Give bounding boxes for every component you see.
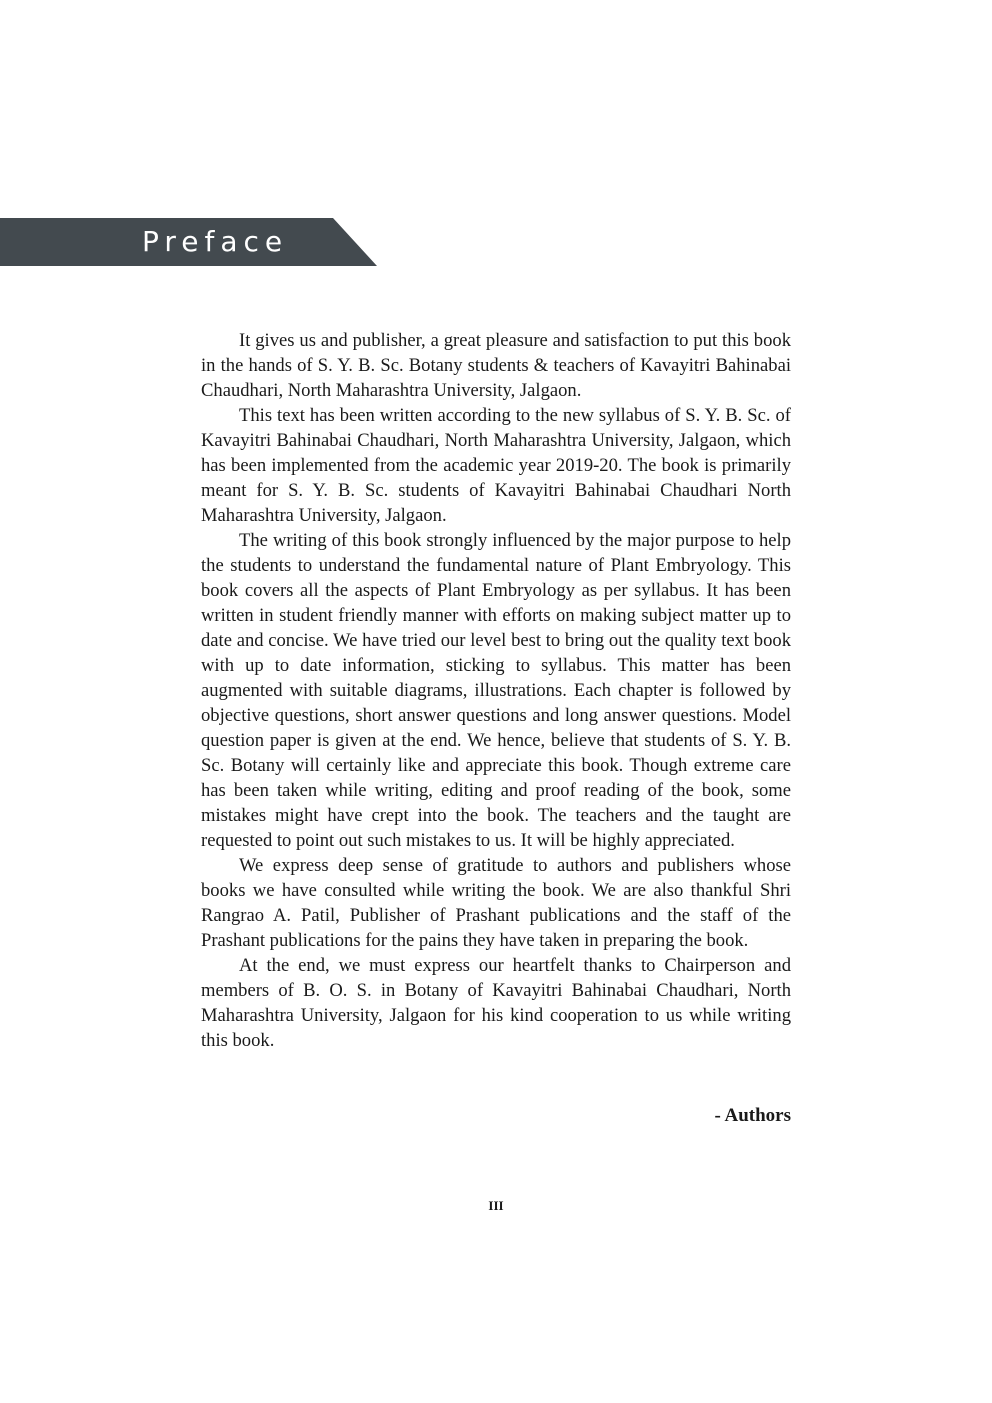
page-title: Preface	[142, 225, 289, 258]
paragraph: The writing of this book strongly influenced by the major purpose to help the students to understand the fundamental nature of Plant Embryology. This book covers all the aspects of Plant Embryology as per syllabus. It has been written in student friendly manner with efforts on making subject matter up to date and concise. We have tried our level best to bring out the quality text book with up to date information, sticking to syllabus. This matter has been augmented with suitable diagrams, illustrations. Each chapter is followed by objective questions, short answer questions and long answer questions. Model question paper is given at the end. We hence, believe that students of S. Y. B. Sc. Botany will certainly like and appreciate this book. Though extreme care has been taken while writing, editing and proof reading of the book, some mistakes might have crept into the book. The teachers and the taught are requested to point out such mistakes to us. It will be highly appreciated.	[201, 530, 791, 851]
paragraph: This text has been written according to the new syllabus of S. Y. B. Sc. of Kavayitri Bahinabai Chaudhari, North Maharashtra University, Jalgaon, which has been implemented from the academic year 2019-20. The book is primarily meant for S. Y. B. Sc. students of Kavayitri Bahinabai Chaudhari North Maharashtra University, Jalgaon.	[201, 405, 791, 526]
paragraph: At the end, we must express our heartfelt thanks to Chairperson and members of B. O. S. in Botany of Kavayitri Bahinabai Chaudhari, North Maharashtra University, Jalgaon for his kind cooperation to us while writing this book.	[201, 955, 791, 1051]
paragraph: We express deep sense of gratitude to authors and publishers whose books we have consulted while writing the book. We are also thankful Shri Rangrao A. Patil, Publisher of Prashant publications and the staff of the Prashant publications for the pains they have taken in preparing the book.	[201, 855, 791, 951]
paragraph: It gives us and publisher, a great pleasure and satisfaction to put this book in the hands of S. Y. B. Sc. Botany students & teachers of Kavayitri Bahinabai Chaudhari, North Maharashtra University, Jalgaon.	[201, 330, 791, 401]
preface-body	[201, 328, 791, 1053]
signature: - Authors	[714, 1105, 791, 1126]
page-number: III	[488, 1198, 504, 1213]
